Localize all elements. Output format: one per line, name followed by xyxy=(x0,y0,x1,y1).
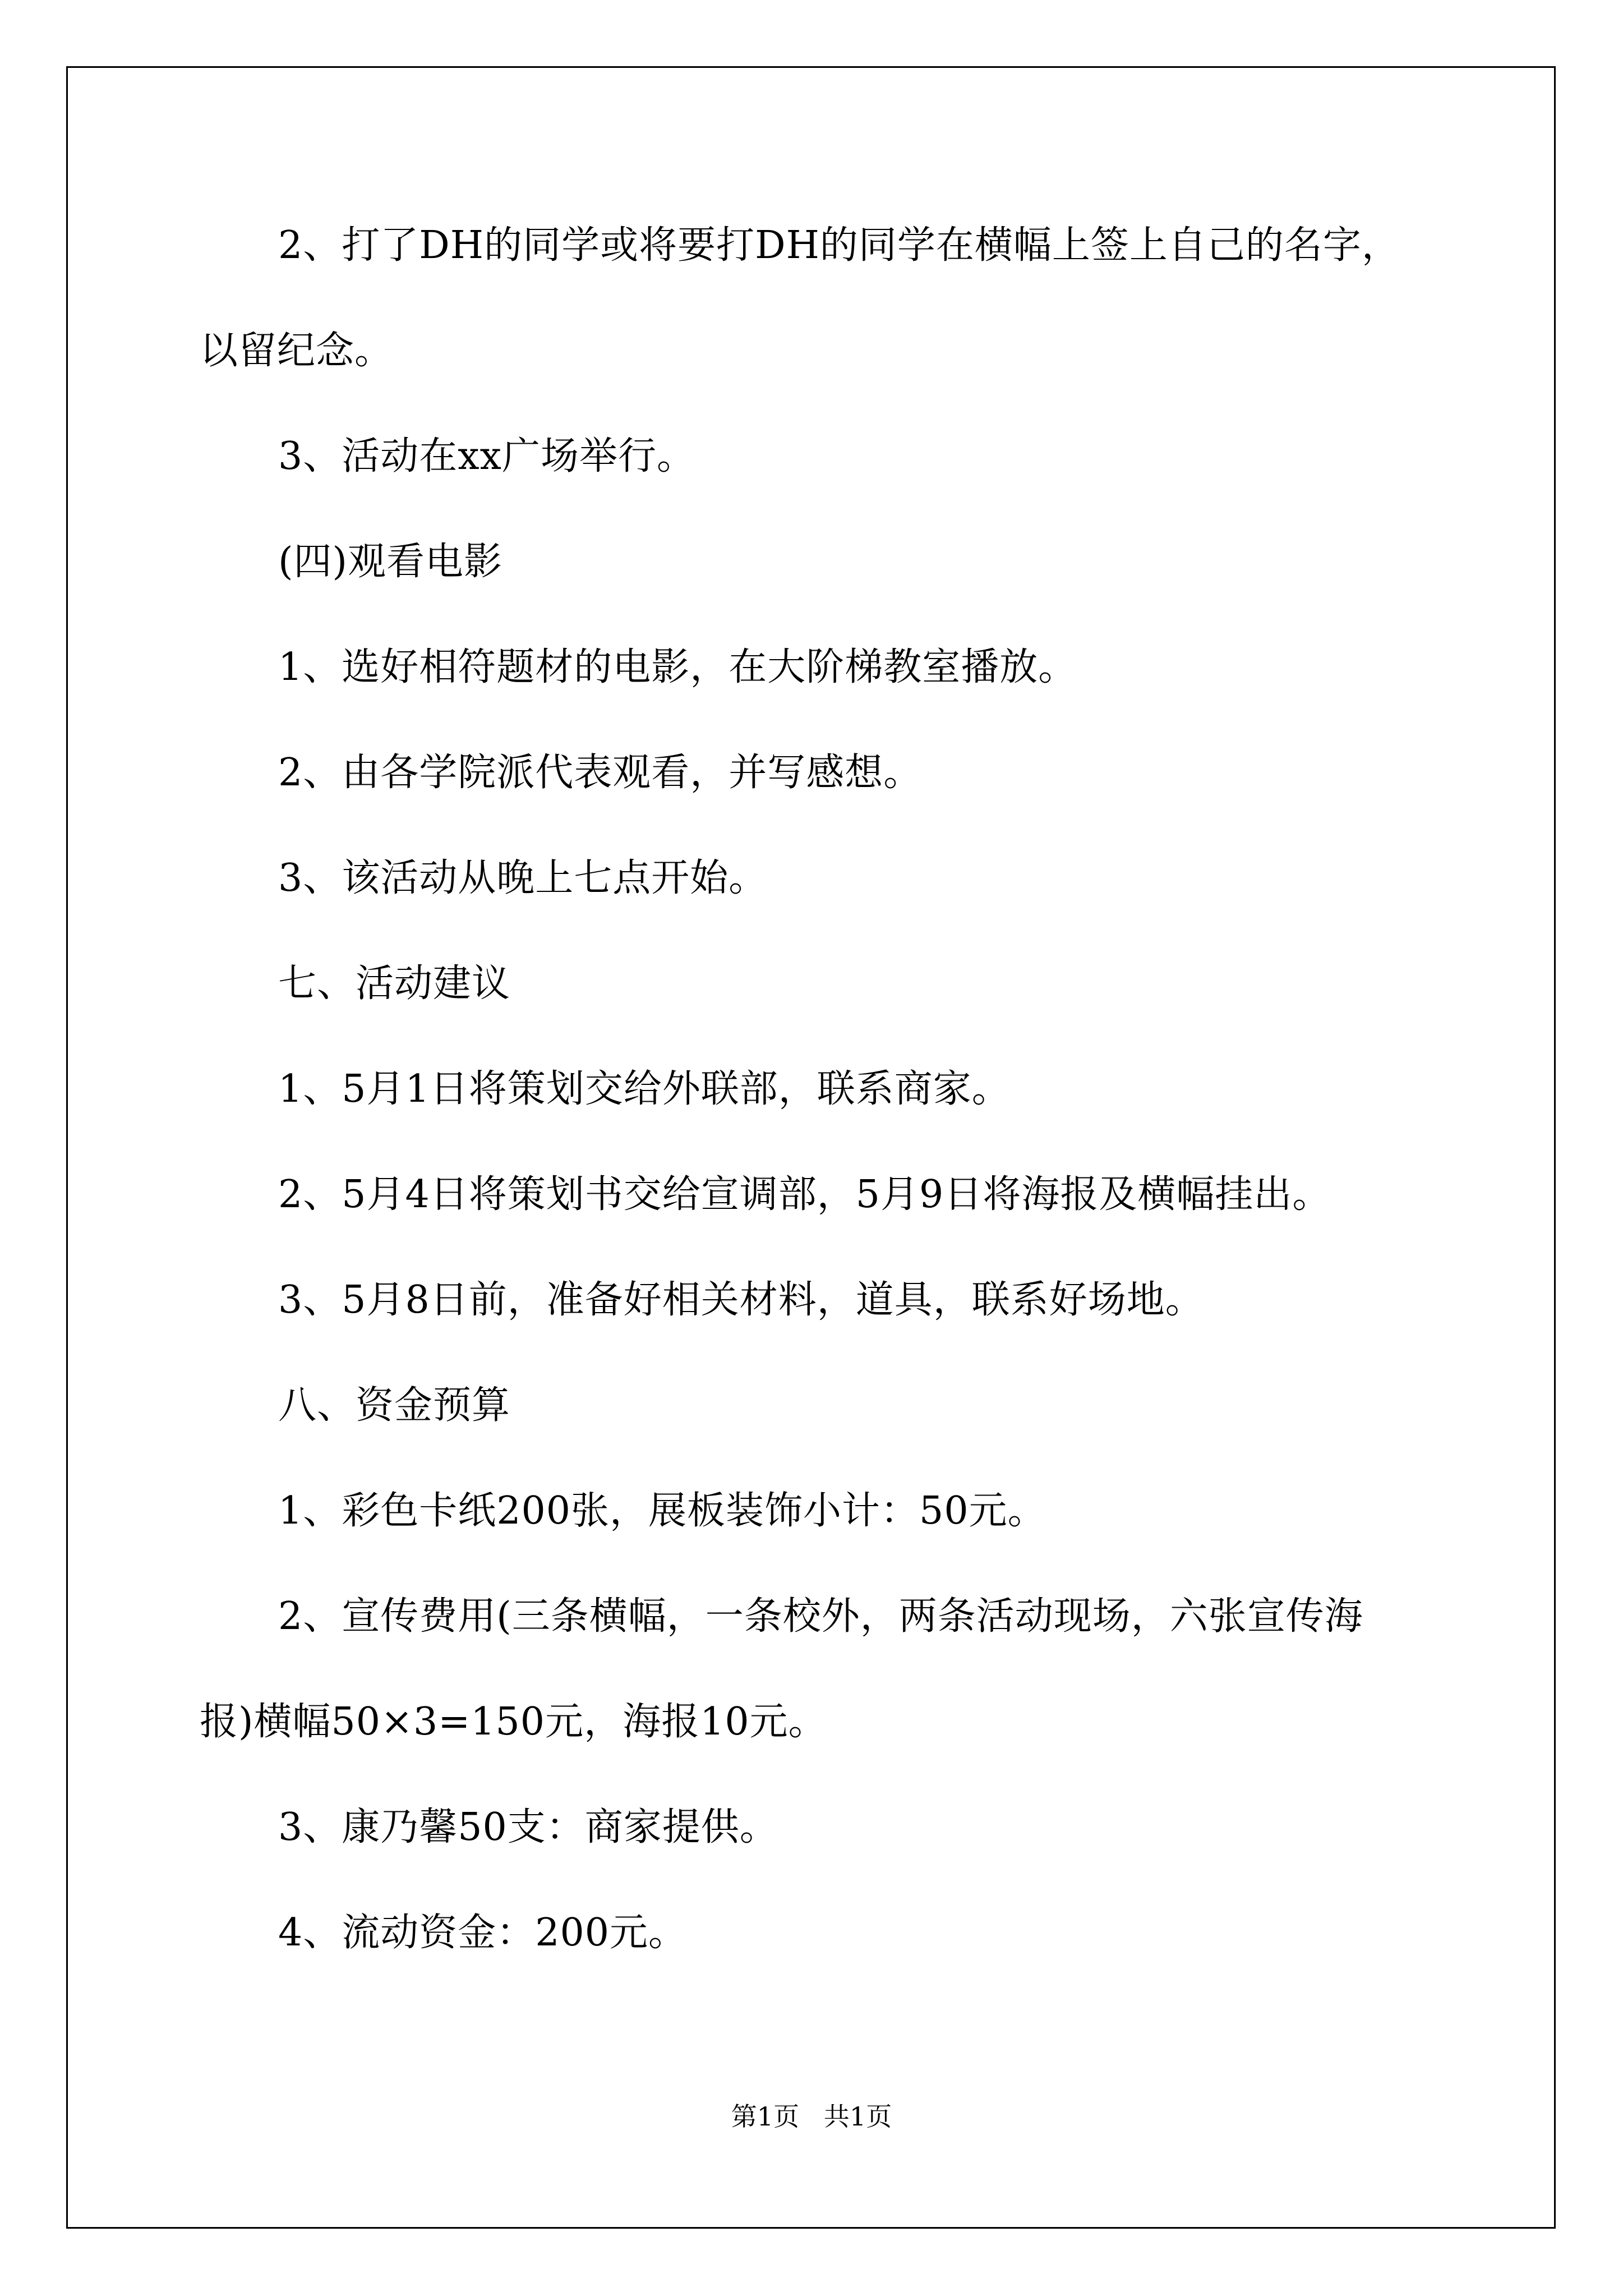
paragraph-line: 2、由各学院派代表观看，并写感想。 xyxy=(278,751,923,795)
paragraph-line: 3、活动在xx广场举行。 xyxy=(278,434,695,478)
section-heading: (四)观看电影 xyxy=(278,540,503,584)
paragraph-line: 以留纪念。 xyxy=(200,329,394,373)
paragraph-line: 3、康乃馨50支：商家提供。 xyxy=(278,1805,778,1849)
paragraph-line: 2、5月4日将策划书交给宣调部，5月9日将海报及横幅挂出。 xyxy=(278,1172,1331,1217)
paragraph-line: 3、5月8日前，准备好相关材料，道具，联系好场地。 xyxy=(278,1278,1204,1322)
paragraph-line: 报)横幅50×3=150元，海报10元。 xyxy=(200,1700,827,1744)
paragraph-line: 1、选好相符题材的电影，在大阶梯教室播放。 xyxy=(278,645,1077,689)
document-body xyxy=(200,223,1461,1955)
page-footer: 第1页 共1页 xyxy=(731,2101,892,2132)
paragraph-line: 2、打了DH的同学或将要打DH的同学在横幅上签上自己的名字， xyxy=(278,223,1400,268)
section-heading: 八、资金预算 xyxy=(278,1383,511,1428)
paragraph-line: 1、彩色卡纸200张，展板装饰小计：50元。 xyxy=(278,1489,1046,1533)
paragraph-line: 3、该活动从晚上七点开始。 xyxy=(278,856,768,900)
paragraph-line: 2、宣传费用(三条横幅，一条校外，两条活动现场，六张宣传海 xyxy=(278,1594,1363,1639)
section-heading: 七、活动建议 xyxy=(278,961,511,1006)
paragraph-line: 1、5月1日将策划交给外联部，联系商家。 xyxy=(278,1067,1011,1111)
paragraph-line: 4、流动资金：200元。 xyxy=(278,1911,688,1955)
